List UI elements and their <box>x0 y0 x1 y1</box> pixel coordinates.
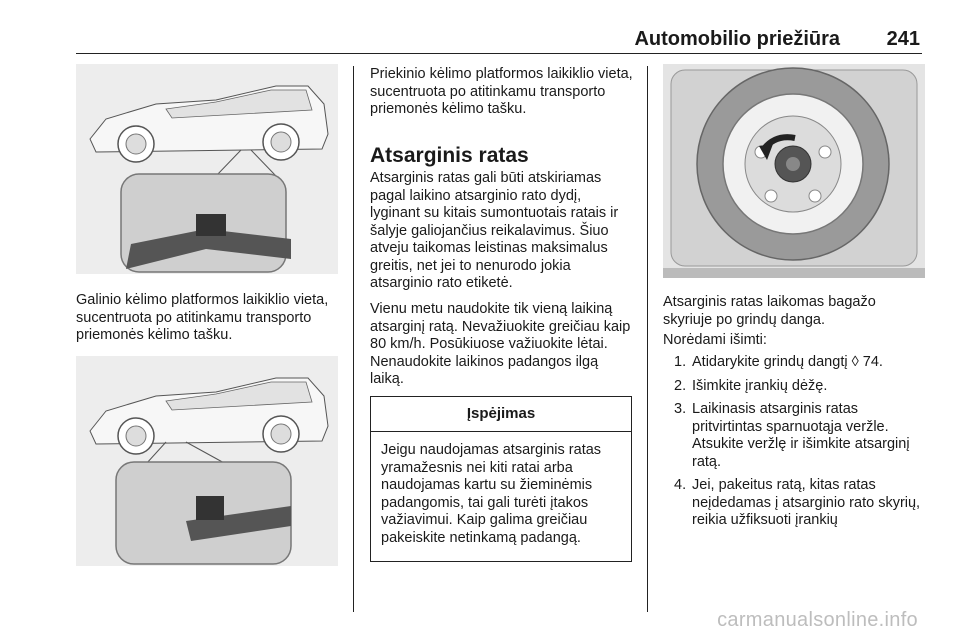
section-heading-spare-wheel: Atsarginis ratas <box>370 144 529 167</box>
list-item: 1. Atidarykite grindų dangtį ◊ 74. <box>674 354 883 370</box>
front-lift-point-figure <box>76 356 338 566</box>
rear-lift-point-caption: Galinio kėlimo platformos laikiklio vieta, sucentruota po atitinkamu transporto priemonės kėlimo tašku. <box>76 292 329 343</box>
list-item: 3. Laikinasis atsarginis ratas pritvirtintas sparnuotąja veržle. Atsukite veržlę ir išimkite atsarginį ratą. <box>674 401 910 470</box>
warning-box <box>370 396 632 562</box>
watermark: carmanualsonline.info <box>717 609 918 631</box>
column-divider-left <box>353 66 354 612</box>
rear-lift-point-figure <box>76 64 338 274</box>
warning-body: Jeigu naudojamas atsarginis ratas yramažesnis nei kiti ratai arba naudojamas kartu su žieminėmis padangomis, tai gali turėti įtakos važiavimui. Kaip galima greičiau pakeiskite netinkamą padangą. <box>381 442 602 546</box>
page-number: 241 <box>886 28 920 50</box>
spare-wheel-paragraph-2: Vienu metu naudokite tik vieną laikiną atsarginį ratą. Nevažiuokite greičiau kaip 80 km/h. Posūkiuose važiuokite lėtai. Nenaudokite laikinos padangos ilgą laiką. <box>370 301 631 387</box>
removal-steps-list <box>665 354 930 536</box>
warning-title: Įspėjimas <box>371 397 631 432</box>
spare-wheel-well-figure <box>663 64 925 278</box>
spare-wheel-paragraph-1: Atsarginis ratas gali būti atskiriamas pagal laikino atsarginio rato dydį, lyginant su kitais sumontuotais ratais ir šalyje galiojančius reikalavimus. Šiuo atveju taikomas leistinas maksimalus greitis, net jei to nenurodo jokia atsarginio rato etiketė. <box>370 170 619 291</box>
removal-intro: Norėdami išimti: <box>663 332 767 348</box>
spare-wheel-location-caption: Atsarginis ratas laikomas bagažo skyriuje po grindų danga. <box>663 294 876 328</box>
page-header-title: Automobilio priežiūra <box>634 28 840 50</box>
column-divider-right <box>647 66 648 612</box>
list-item: 4. Jei, pakeitus ratą, kitas ratas neįdedamas į atsarginio rato skyrių, reikia užfiksuoti įrankių <box>674 477 921 528</box>
front-lift-point-caption: Priekinio kėlimo platformos laikiklio vieta, sucentruota po atitinkamu transporto priemonės kėlimo tašku. <box>370 66 633 117</box>
list-item: 2. Išimkite įrankių dėžę. <box>674 377 828 394</box>
header-rule <box>76 53 922 54</box>
